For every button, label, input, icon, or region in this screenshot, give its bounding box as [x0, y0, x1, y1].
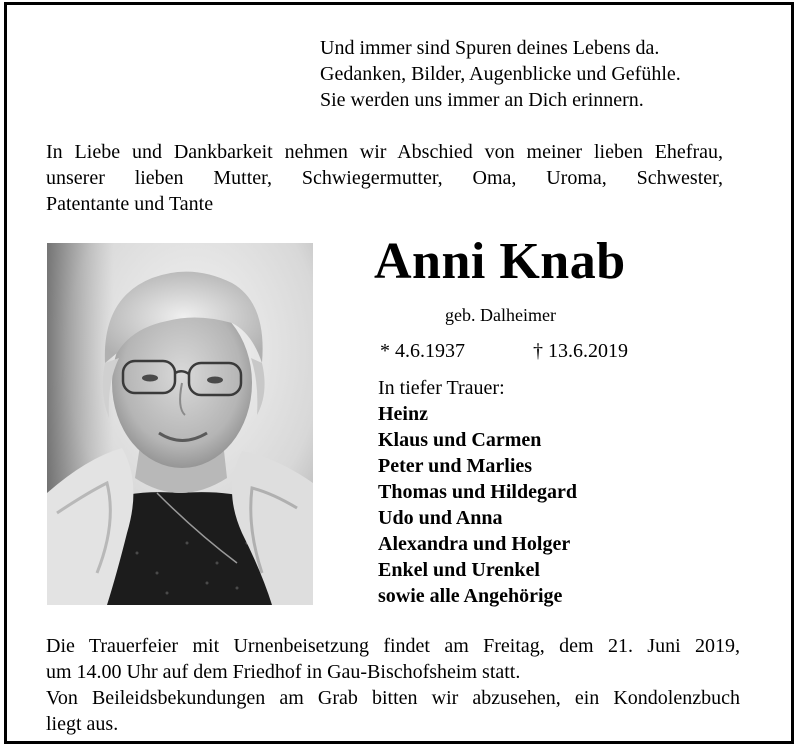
funeral-notice [46, 633, 740, 737]
funeral-notice-line: liegt aus. [46, 713, 119, 735]
poem-line: Gedanken, Bilder, Augenblicke und Gefühle. [320, 63, 681, 85]
birth-date: * 4.6.1937 [380, 340, 465, 362]
farewell-intro [46, 139, 723, 217]
intro-line: unserer lieben Mutter, Schwiegermutter, Oma, Uroma, Schwester, [46, 167, 723, 189]
portrait-photo [47, 243, 313, 605]
mourner-name: Alexandra und Holger [378, 533, 571, 555]
intro-line: Patentante und Tante [46, 193, 214, 215]
mourner-name: Peter und Marlies [378, 455, 533, 477]
mourning-heading: In tiefer Trauer: [378, 377, 505, 399]
funeral-notice-line: um 14.00 Uhr auf dem Friedhof in Gau-Bischofsheim statt. [46, 661, 521, 683]
poem-line: Und immer sind Spuren deines Lebens da. [320, 37, 660, 59]
mourner-name: Klaus und Carmen [378, 429, 542, 451]
funeral-notice-line: Die Trauerfeier mit Urnenbeisetzung findet am Freitag, dem 21. Juni 2019, [46, 635, 740, 657]
deceased-name: Anni Knab [374, 233, 626, 290]
memorial-poem [320, 35, 681, 113]
mourner-name: Enkel und Urenkel [378, 559, 540, 581]
death-date: † 13.6.2019 [533, 340, 628, 362]
poem-line: Sie werden uns immer an Dich erinnern. [320, 89, 644, 111]
mourner-name: sowie alle Angehörige [378, 585, 563, 607]
maiden-name: geb. Dalheimer [445, 305, 556, 325]
funeral-notice-line: Von Beileidsbekundungen am Grab bitten wir abzusehen, ein Kondolenzbuch [46, 687, 740, 709]
intro-line: In Liebe und Dankbarkeit nehmen wir Abschied von meiner lieben Ehefrau, [46, 141, 723, 163]
mourners-list [378, 401, 577, 609]
mourner-name: Heinz [378, 403, 428, 425]
mourner-name: Thomas und Hildegard [378, 481, 577, 503]
mourner-name: Udo und Anna [378, 507, 503, 529]
